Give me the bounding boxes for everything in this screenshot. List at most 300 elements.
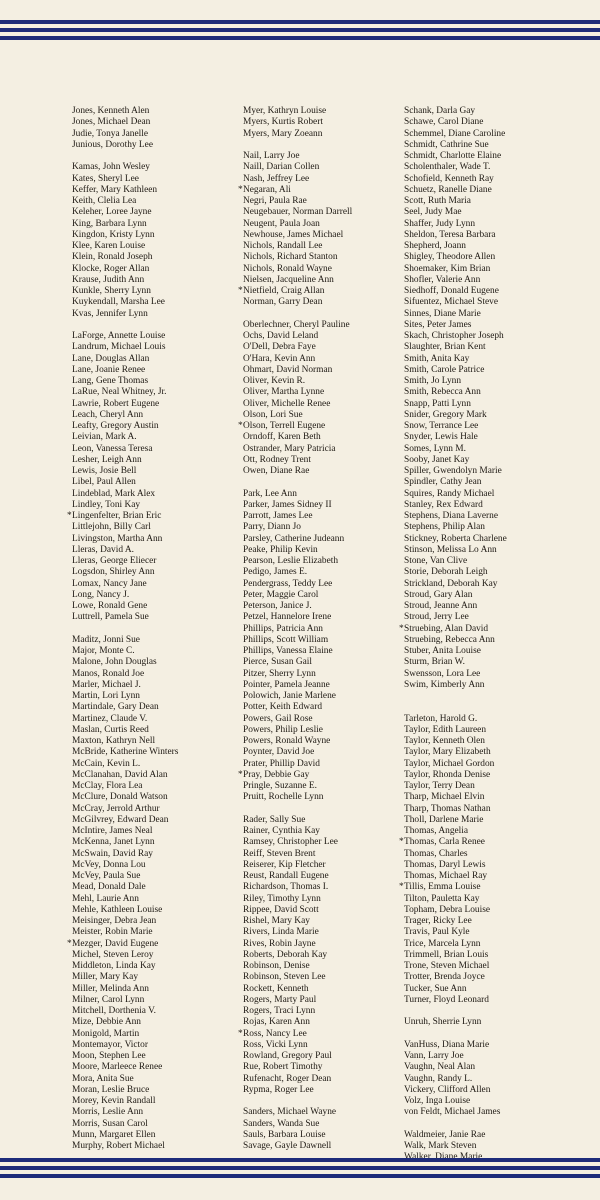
list-item (404, 466, 579, 477)
student-name: Reiff, Steven Brent (243, 848, 316, 859)
student-name: Rivers, Linda Marie (243, 927, 319, 938)
list-item (243, 1119, 418, 1130)
list-item (72, 961, 247, 972)
student-name: Pendergrass, Teddy Lee (243, 578, 333, 589)
list-item (243, 1062, 418, 1073)
list-item (72, 207, 247, 218)
list-item (243, 759, 418, 770)
list-item (67, 511, 247, 522)
student-name: Moore, Marleece Renee (72, 1062, 163, 1073)
student-name: Struebing, Alan David (404, 623, 489, 634)
asterisk-mark: * (238, 769, 243, 780)
list-item (72, 837, 247, 848)
list-item (404, 939, 579, 950)
list-item (243, 961, 418, 972)
list-item (243, 624, 418, 635)
list-item (243, 129, 418, 140)
student-name: Rypma, Roger Lee (243, 1084, 314, 1095)
list-item (243, 1006, 418, 1017)
list-item (243, 252, 418, 263)
border-line (0, 36, 600, 40)
list-item (243, 1040, 418, 1051)
list-item (243, 714, 418, 725)
list-item (404, 297, 579, 308)
list-item (404, 725, 579, 736)
list-item (404, 770, 579, 781)
list-item (404, 162, 579, 173)
student-name: Roberts, Deborah Kay (243, 949, 328, 960)
student-name: Nichols, Randall Lee (243, 241, 323, 251)
student-name: Taylor, Rhonda Denise (404, 769, 491, 780)
student-name: Tilton, Pauletta Kay (404, 893, 480, 904)
list-item (404, 140, 579, 151)
student-name: Oliver, Kevin R. (243, 376, 306, 386)
student-name: McClure, Donald Watson (72, 792, 168, 803)
student-name: Smith, Carole Patrice (404, 364, 485, 375)
list-item (404, 871, 579, 882)
column-2 (238, 106, 418, 1152)
student-name: Judie, Tonya Janelle (72, 128, 148, 139)
student-name: Swensson, Lora Lee (404, 668, 481, 679)
column-3 (399, 106, 579, 1164)
list-item (238, 184, 418, 196)
list-item (72, 781, 247, 792)
student-name: Siedhoff, Donald Eugene (404, 286, 499, 296)
list-item (72, 264, 247, 275)
student-name: Smith, Anita Kay (404, 353, 470, 364)
list-item (404, 815, 579, 826)
border-line (0, 28, 600, 32)
student-name: Riley, Timothy Lynn (243, 893, 321, 904)
student-name: McVey, Donna Lou (72, 859, 146, 870)
list-item (72, 297, 247, 308)
student-name: O'Hara, Kevin Ann (243, 353, 316, 364)
list-item (404, 106, 579, 117)
student-name: Stuber, Anita Louise (404, 646, 481, 656)
list-item (72, 714, 247, 725)
list-item (243, 871, 418, 882)
list-item (243, 342, 418, 353)
name-list (0, 106, 600, 1151)
student-name: Olson, Terrell Eugene (243, 421, 326, 431)
student-name: Lingenfelter, Brian Eric (72, 511, 162, 521)
student-name: Shepherd, Joann (404, 241, 466, 251)
student-name: Lindley, Toni Kay (72, 499, 141, 510)
list-spacer (243, 309, 418, 320)
student-name: Thomas, Daryl Lewis (404, 859, 486, 870)
student-name: Morey, Kevin Randall (72, 1096, 156, 1106)
list-item (404, 804, 579, 815)
list-item (243, 365, 418, 376)
student-name: Kingdon, Kristy Lynn (72, 229, 155, 240)
student-name: Thomas, Charles (404, 848, 468, 859)
student-name: Waldmeier, Janie Rae (404, 1129, 486, 1140)
list-item (243, 522, 418, 533)
student-name: Myers, Mary Zoeann (243, 128, 323, 139)
list-item (72, 702, 247, 713)
list-item (72, 241, 247, 252)
student-name: Murphy, Robert Michael (72, 1141, 165, 1151)
student-name: Schawe, Carol Diane (404, 117, 484, 128)
student-name: Pray, Debbie Gay (243, 769, 310, 780)
student-name: Oberlechner, Cheryl Pauline (243, 319, 350, 330)
student-name: Ross, Vicki Lynn (243, 1039, 308, 1050)
list-item (404, 275, 579, 286)
list-item (243, 601, 418, 612)
student-name: Milner, Carol Lynn (72, 994, 145, 1005)
student-name: McClanahan, David Alan (72, 769, 168, 780)
student-name: Leach, Cheryl Ann (72, 409, 144, 420)
list-item (404, 680, 579, 691)
list-item (72, 995, 247, 1006)
student-name: Keffer, Mary Kathleen (72, 184, 158, 195)
student-name: Jones, Kenneth Alen (72, 106, 150, 116)
list-item (72, 1006, 247, 1017)
student-name: Schuetz, Ranelle Diane (404, 184, 492, 195)
list-item (72, 1141, 247, 1152)
list-item (404, 241, 579, 252)
student-name: Smith, Rebecca Ann (404, 387, 481, 398)
student-name: Kamas, John Wesley (72, 162, 150, 173)
student-name: Keleher, Loree Jayne (72, 207, 152, 218)
list-item (72, 477, 247, 488)
list-item (399, 623, 579, 635)
student-name: Rockett, Kenneth (243, 983, 309, 994)
list-item (72, 1119, 247, 1130)
student-name: Myers, Kurtis Robert (243, 117, 323, 128)
list-item (404, 579, 579, 590)
list-spacer (243, 140, 418, 151)
list-item (72, 725, 247, 736)
list-item (72, 466, 247, 477)
list-item (404, 657, 579, 668)
list-item (404, 421, 579, 432)
student-name: Malone, John Douglas (72, 657, 157, 668)
list-item (243, 534, 418, 545)
list-item (399, 837, 579, 848)
student-name: Mitchell, Dorthenia V. (72, 1006, 157, 1016)
student-name: Lleras, George Eliecer (72, 556, 157, 566)
student-name: Ross, Nancy Lee (243, 1028, 307, 1039)
list-item (72, 894, 247, 905)
list-item (72, 275, 247, 286)
list-item (243, 657, 418, 668)
list-item (243, 196, 418, 207)
list-item (72, 185, 247, 196)
list-item (243, 635, 418, 646)
list-item (404, 1130, 579, 1141)
student-name: Peterson, Janice J. (243, 601, 312, 611)
list-item (72, 365, 247, 376)
list-spacer (243, 477, 418, 488)
student-name: Pruitt, Rochelle Lynn (243, 792, 324, 803)
student-name: Trone, Steven Michael (404, 961, 490, 971)
list-spacer (243, 804, 418, 815)
list-spacer (243, 1096, 418, 1107)
list-item (243, 927, 418, 938)
list-item (404, 252, 579, 263)
student-name: Tharp, Michael Elvin (404, 792, 485, 803)
list-item (72, 106, 247, 117)
student-name: Pedigo, James E. (243, 567, 308, 578)
list-item (243, 207, 418, 218)
list-item (72, 635, 247, 646)
student-name: Tarleton, Harold G. (404, 713, 478, 724)
student-name: Major, Monte C. (72, 646, 135, 656)
list-item (404, 117, 579, 128)
student-name: Lewis, Josie Bell (72, 466, 137, 476)
list-item (404, 1074, 579, 1085)
student-name: Rader, Sally Sue (243, 814, 306, 825)
student-name: Kunkle, Sherry Lynn (72, 286, 151, 296)
list-item (243, 860, 418, 871)
list-item (72, 230, 247, 241)
list-item (404, 1096, 579, 1107)
student-name: Schemmel, Diane Caroline (404, 128, 506, 139)
list-item (404, 1062, 579, 1073)
student-name: Kates, Sheryl Lee (72, 173, 139, 184)
asterisk-mark: * (399, 623, 404, 634)
list-item (404, 342, 579, 353)
list-item (243, 747, 418, 758)
student-name: McCain, Kevin L. (72, 758, 141, 769)
list-item (404, 1017, 579, 1028)
student-name: Nichols, Richard Stanton (243, 252, 338, 263)
list-item (404, 331, 579, 342)
student-name: Long, Nancy J. (72, 589, 130, 600)
list-item (72, 770, 247, 781)
student-name: Park, Lee Ann (243, 488, 297, 499)
student-name: Sites, Peter James (404, 319, 472, 330)
student-name: Schofield, Kenneth Ray (404, 173, 494, 184)
list-item (404, 534, 579, 545)
student-name: Phillips, Vanessa Elaine (243, 646, 333, 656)
list-item (72, 219, 247, 230)
list-item (72, 410, 247, 421)
list-item (72, 376, 247, 387)
list-item (243, 432, 418, 443)
list-item (404, 151, 579, 162)
list-item (243, 320, 418, 331)
list-item (243, 331, 418, 342)
list-item (72, 1130, 247, 1141)
list-item (72, 657, 247, 668)
list-item (404, 1141, 579, 1152)
list-item (243, 106, 418, 117)
student-name: Stephens, Diana Laverne (404, 511, 498, 521)
student-name: Volz, Inga Louise (404, 1096, 471, 1106)
student-name: Stanley, Rex Edward (404, 499, 483, 510)
student-name: Schmidt, Charlotte Elaine (404, 151, 502, 161)
student-name: Sooby, Janet Kay (404, 454, 470, 465)
list-item (243, 815, 418, 826)
student-name: Moran, Leslie Bruce (72, 1084, 150, 1095)
student-name: McIntire, James Neal (72, 826, 153, 836)
list-item (72, 432, 247, 443)
student-name: Reiserer, Kip Fletcher (243, 859, 326, 870)
list-item (72, 444, 247, 455)
student-name: Swim, Kimberly Ann (404, 679, 485, 690)
student-name: Stickney, Roberta Charlene (404, 533, 507, 544)
list-item (72, 815, 247, 826)
list-item (243, 162, 418, 173)
student-name: Potter, Keith Edward (243, 702, 323, 713)
student-name: Meisinger, Debra Jean (72, 916, 157, 926)
student-name: O'Dell, Debra Faye (243, 342, 316, 353)
student-name: Lane, Joanie Renee (72, 364, 146, 375)
student-name: Maditz, Jonni Sue (72, 634, 140, 645)
list-item (243, 1017, 418, 1028)
list-item (404, 1040, 579, 1051)
student-name: McBride, Katherine Winters (72, 747, 179, 758)
list-item (404, 444, 579, 455)
student-name: Prater, Phillip David (243, 758, 320, 769)
list-item (243, 646, 418, 657)
list-item (404, 984, 579, 995)
list-spacer (404, 702, 579, 713)
student-name: Taylor, Kenneth Olen (404, 736, 485, 746)
student-name: Newhouse, James Michael (243, 229, 344, 240)
list-item (72, 736, 247, 747)
list-item (72, 804, 247, 815)
list-item (404, 489, 579, 500)
student-name: Leafty, Gregory Austin (72, 421, 159, 431)
student-name: Negaran, Ali (243, 184, 291, 195)
list-item (404, 387, 579, 398)
student-name: Shofler, Valerie Ann (404, 274, 481, 285)
list-item (404, 545, 579, 556)
student-name: Orndoff, Karen Beth (243, 432, 321, 443)
list-item (404, 826, 579, 837)
list-item (243, 1130, 418, 1141)
student-name: Munn, Margaret Ellen (72, 1129, 156, 1140)
student-name: Stroud, Jerry Lee (404, 612, 469, 623)
list-item (72, 691, 247, 702)
student-name: Powers, Philip Leslie (243, 724, 323, 735)
student-name: Myer, Kathryn Louise (243, 106, 327, 116)
list-item (72, 1107, 247, 1118)
list-item (404, 995, 579, 1006)
student-name: Nietfield, Craig Allan (243, 286, 325, 296)
student-name: Miller, Mary Kay (72, 972, 139, 983)
student-name: von Feldt, Michael James (404, 1107, 501, 1118)
list-item (404, 601, 579, 612)
list-item (243, 511, 418, 522)
list-item (243, 387, 418, 398)
list-item (243, 995, 418, 1006)
student-name: Morris, Susan Carol (72, 1118, 148, 1129)
list-item (72, 252, 247, 263)
list-item (72, 1096, 247, 1107)
list-item (243, 466, 418, 477)
student-name: King, Barbara Lynn (72, 218, 147, 229)
student-name: Storie, Deborah Leigh (404, 567, 488, 578)
list-item (72, 601, 247, 612)
student-name: Lane, Douglas Allan (72, 353, 150, 364)
list-item (72, 387, 247, 398)
student-name: Mehl, Laurie Ann (72, 893, 139, 904)
list-item (404, 207, 579, 218)
student-name: Parsley, Catherine Judeann (243, 533, 345, 544)
list-item (404, 354, 579, 365)
student-name: Taylor, Terry Dean (404, 781, 475, 791)
list-item (72, 882, 247, 893)
student-name: Smith, Jo Lynn (404, 376, 462, 386)
student-name: Stroud, Jeanne Ann (404, 601, 478, 611)
student-name: Nielsen, Jacqueline Ann (243, 274, 334, 285)
student-name: Junious, Dorothy Lee (72, 139, 153, 150)
student-name: Sturm, Brian W. (404, 657, 465, 668)
student-name: Phillips, Scott William (243, 634, 329, 645)
student-name: Vann, Larry Joe (404, 1051, 464, 1061)
student-name: Trotter, Brenda Joyce (404, 972, 485, 983)
list-item (404, 916, 579, 927)
list-item (72, 309, 247, 320)
list-item (404, 612, 579, 623)
student-name: Thomas, Michael Ray (404, 871, 488, 881)
list-item (243, 849, 418, 860)
student-name: McCray, Jerrold Arthur (72, 803, 160, 814)
student-name: Krause, Judith Ann (72, 274, 145, 285)
student-name: Turner, Floyd Leonard (404, 994, 489, 1005)
student-name: Lowe, Ronald Gene (72, 601, 148, 611)
list-item (243, 275, 418, 286)
student-name: Parker, James Sidney II (243, 499, 332, 510)
list-item (404, 365, 579, 376)
list-item (243, 792, 418, 803)
list-item (243, 894, 418, 905)
student-name: VanHuss, Diana Marie (404, 1039, 490, 1050)
list-item (243, 455, 418, 466)
list-spacer (72, 624, 247, 635)
list-item (72, 1085, 247, 1096)
list-item (404, 219, 579, 230)
student-name: Topham, Debra Louise (404, 904, 491, 915)
student-name: Thomas, Carla Renee (404, 837, 485, 848)
student-name: Owen, Diane Rae (243, 466, 310, 476)
student-name: Pointer, Pamela Jeanne (243, 679, 330, 690)
student-name: Richardson, Thomas I. (243, 882, 329, 893)
list-item (243, 725, 418, 736)
asterisk-mark: * (238, 184, 243, 195)
student-name: Rives, Robin Jayne (243, 938, 316, 949)
student-name: Rufenacht, Roger Dean (243, 1073, 332, 1084)
student-name: Sanders, Michael Wayne (243, 1107, 337, 1118)
student-name: Sifuentez, Michael Steve (404, 297, 498, 308)
student-name: Powers, Ronald Wayne (243, 736, 331, 746)
list-item (72, 399, 247, 410)
student-name: Marler, Michael J. (72, 679, 141, 690)
list-item (404, 174, 579, 185)
student-name: Snyder, Lewis Hale (404, 432, 478, 443)
student-name: McGilvrey, Edward Dean (72, 814, 169, 825)
student-name: Schank, Darla Gay (404, 106, 476, 116)
student-name: Rojas, Karen Ann (243, 1017, 310, 1028)
list-item (238, 1028, 418, 1040)
list-item (404, 511, 579, 522)
list-item (72, 646, 247, 657)
list-item (404, 196, 579, 207)
list-item (243, 736, 418, 747)
top-border (0, 20, 600, 44)
student-name: Vaughn, Neal Alan (404, 1062, 476, 1073)
list-item (404, 477, 579, 488)
list-item (72, 1017, 247, 1028)
student-name: Oliver, Martha Lynne (243, 387, 325, 398)
list-item (404, 927, 579, 938)
student-name: Klein, Ronald Joseph (72, 252, 153, 263)
student-name: McKenna, Janet Lynn (72, 837, 155, 848)
